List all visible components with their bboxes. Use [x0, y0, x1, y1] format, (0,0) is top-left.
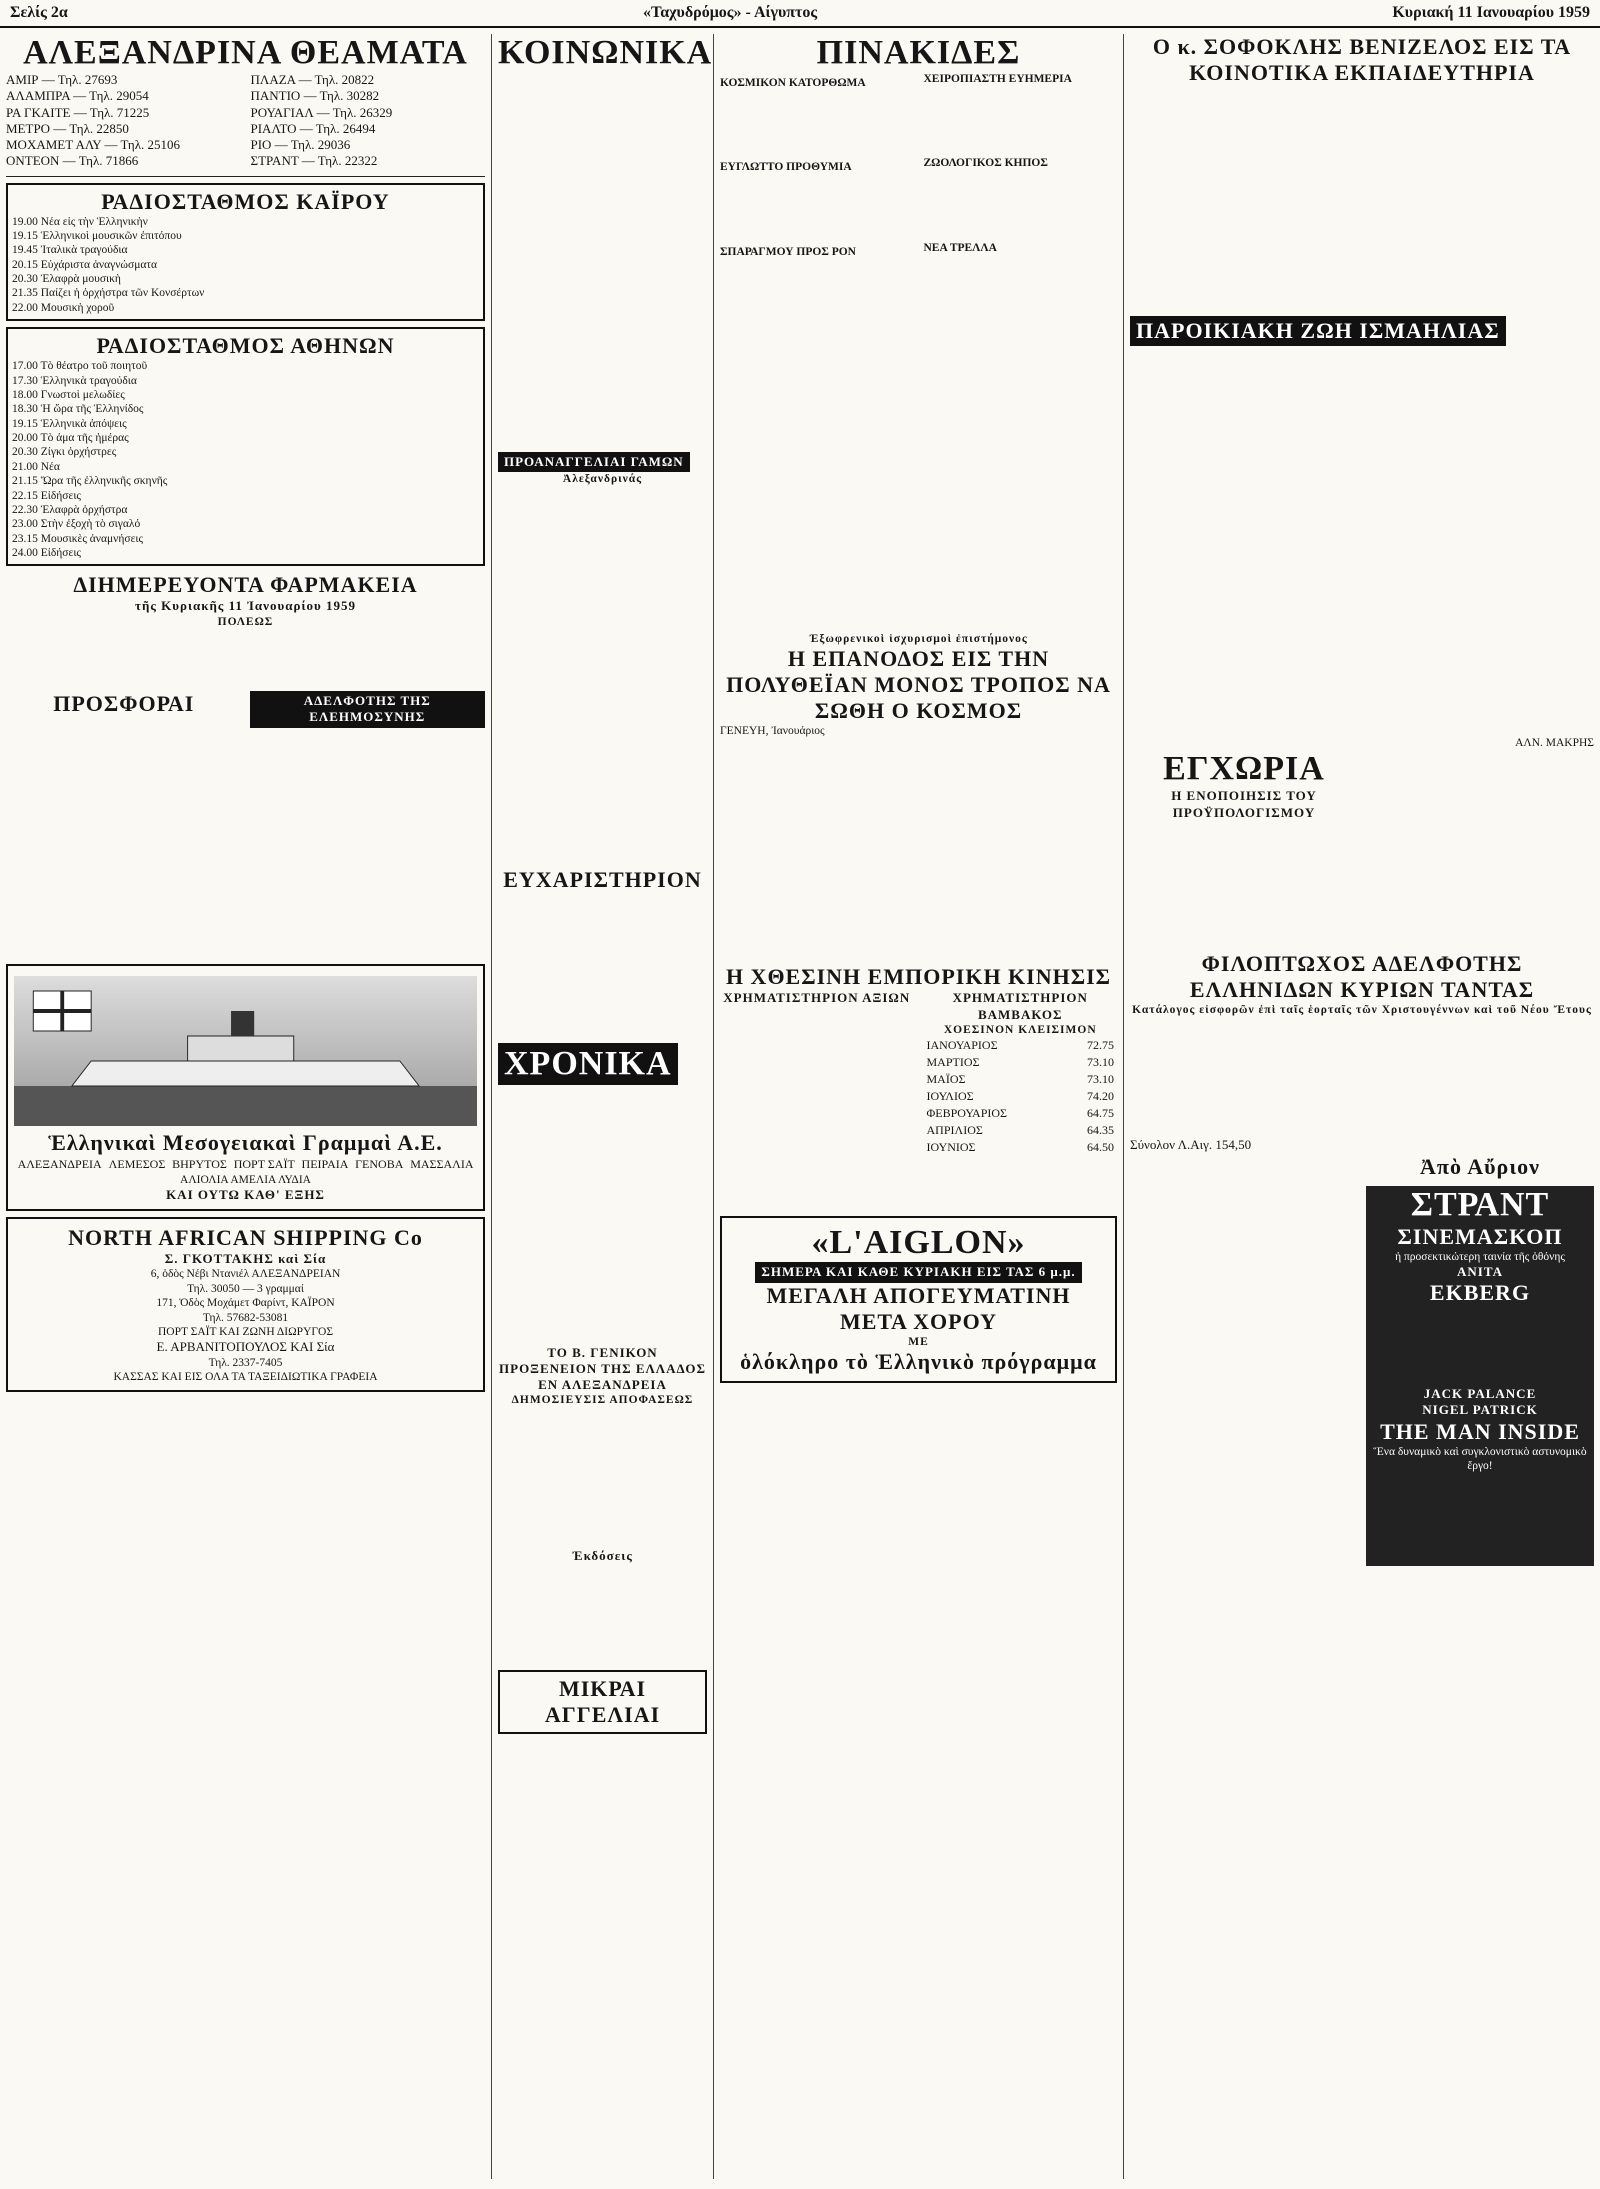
ship-name: ΑΛΙΟΛΙΑ [180, 1173, 231, 1186]
theatre-list [6, 72, 485, 170]
cotton-month: ΜΑΪΟΣ [926, 1072, 966, 1087]
aiglon-with: ΜΕ [908, 1335, 929, 1348]
note-heading: ΝΕΑ ΤΡΕΛΛΑ [923, 241, 997, 254]
offers-heading: ΠΡΟΣΦΟΡΑΙ [53, 691, 195, 716]
port-name: ΜΑΣΣΑΛΙΑ [410, 1156, 474, 1171]
radio-program-item: 20.15 Εὐχάριστα ἀναγνώσματα [12, 258, 158, 271]
tomorrow-label: Ἀπὸ Αὔριον [1420, 1153, 1540, 1179]
ship-name: ΛΥΔΙΑ [277, 1173, 311, 1186]
cotton-price: 64.35 [1087, 1123, 1114, 1138]
port-name: ΒΗΡΥΤΟΣ [172, 1156, 227, 1171]
cotton-month: ΦΕΒΡΟΥΑΡΙΟΣ [926, 1106, 1008, 1121]
cotton-row [924, 1071, 1118, 1088]
radio-cairo-box [6, 183, 485, 322]
theatre-entry: ΡΙΟ — Τηλ. 29036 [250, 137, 351, 152]
cotton-month: ΑΠΡΙΛΙΟΣ [926, 1123, 983, 1138]
aiglon-dance: ΜΕΤΑ ΧΟΡΟΥ [839, 1308, 998, 1334]
chronika-heading: ΧΡΟΝΙΚΑ [498, 1043, 678, 1085]
ticket-offices: ΚΑΣΣΑΣ ΚΑΙ ΕΙΣ ΟΛΑ ΤΑ ΤΑΞΕΙΔΙΩΤΙΚΑ ΓΡΑΦΕΙΑ [113, 1370, 378, 1383]
actor-one: JACK PALANCE [1423, 1386, 1537, 1402]
shipping-schedule [14, 1156, 477, 1173]
agent-address: 6, ὁδὸς Νέβι Ντανιέλ ΑΛΕΞΑΝΔΡΕΙΑΝ [150, 1268, 341, 1281]
total-label: Σύνολον [1130, 1137, 1176, 1153]
engagements-heading: ΠΡΟΑΝΑΓΓΕΛΙΑΙ ΓΑΜΩΝ [498, 452, 690, 472]
cotton-month: ΙΟΥΛΙΟΣ [926, 1089, 974, 1104]
port-name: ΠΟΡΤ ΣΑΪΤ [233, 1156, 295, 1171]
consulate-sub: ΔΗΜΟΣΙΕΥΣΙΣ ΑΠΟΦΑΣΕΩΣ [511, 1394, 694, 1407]
port-said-phone: Τηλ. 2337-7405 [208, 1356, 283, 1369]
total-value: Λ.Αιγ. 154,50 [1177, 1137, 1252, 1153]
main-kicker: Ἐξωφρενικοὶ ἰσχυρισμοὶ ἐπιστήμονος [809, 633, 1028, 645]
radio-program-item: 19.15 Ἑλληνικὰ ἀπόψεις [12, 417, 127, 430]
radio-athens-list [12, 359, 479, 560]
venizelos-headline: Ο κ. ΣΟΦΟΚΛΗΣ ΒΕΝΙΖΕΛΟΣ ΕΙΣ ΤΑ ΚΟΙΝΟΤΙΚΑ ΕΚΠΑΙΔΕΥΤΗΡΙΑ [1152, 34, 1572, 85]
notes-list [720, 72, 1117, 632]
radio-program-item: 24.00 Εἰδήσεις [12, 547, 81, 559]
note-heading: ΧΕΙΡΟΠΙΑΣΤΗ ΕΥΗΜΕΡΙΑ [923, 73, 1072, 85]
cotton-row [924, 1037, 1118, 1054]
agent-kottakis: Σ. ΓΚΟΤΤΑΚΗΣ καὶ Σία [164, 1251, 327, 1267]
theatre-entry: ΣΤΡΑΝΤ — Τηλ. 22322 [250, 153, 378, 169]
radio-program-item: 18.00 Γνωστοὶ μελωδίες [12, 388, 125, 401]
column-community [1124, 34, 1600, 2179]
cairo-phone: Τηλ. 57682-53081 [202, 1311, 289, 1324]
cotton-row [924, 1105, 1118, 1122]
radio-program-item: 19.15 Ἑλληνικοὶ μουσικῶν ἐπιτόπου [12, 229, 182, 242]
radio-program-item: 20.30 Ἐλαφρὰ μουσικὴ [12, 273, 121, 285]
radio-program-item: 20.00 Τὸ ἀμα τῆς ἡμέρας [12, 432, 129, 444]
ship-list [14, 1173, 477, 1187]
philanthropic-sub: Κατάλογος εἰσφορῶν ἐπὶ ταῖς ἑορταῖς τῶν Χριστουγέννων καὶ τοῦ Νέου Ἔτους [1132, 1003, 1592, 1016]
film-poster [1366, 1186, 1594, 1566]
radio-program-item: 22.00 Μουσικὴ χοροῦ [12, 301, 115, 314]
egchoria-heading: ΕΓΧΩΡΙΑ [1163, 750, 1325, 788]
engagements-sub: Ἀλεξανδρινάς [562, 473, 643, 486]
charity-heading: ΑΔΕΛΦΟΤΗΣ ΤΗΣ ΕΛΕΗΜΟΣΥΝΗΣ [250, 691, 486, 728]
cotton-row [924, 1122, 1118, 1139]
cotton-table [924, 1037, 1118, 1156]
ship-illustration [14, 976, 477, 1126]
theatre-entry: ΡΙΑΛΤΟ — Τηλ. 26494 [250, 120, 376, 136]
cinemascope-tagline: ἡ προσεκτικώτερη ταινία τῆς ὀθόνης [1395, 1250, 1565, 1263]
newspaper-name: «Ταχυδρόμος» - Αίγυπτος [642, 4, 818, 21]
theatre-entry: ΡΑ ΓΚΑΙΤΕ — Τηλ. 71225 [6, 104, 150, 120]
note-heading: ΕΥΓΛΩΤΤΟ ΠΡΟΘΥΜΙΑ [720, 161, 852, 174]
radio-program-item: 22.30 Ἐλαφρὰ ὀρχήστρα [12, 503, 128, 516]
column-entertainment [0, 34, 492, 2179]
cotton-month: ΙΑΝΟΥΑΡΙΟΣ [926, 1038, 998, 1053]
radio-program-item: 23.00 Στὴν ἐξοχὴ τὸ σιγαλό [12, 518, 141, 531]
actress-last: EKBERG [1429, 1280, 1531, 1306]
philanthropic-heading: ΦΙΛΟΠΤΩΧΟΣ ΑΔΕΛΦΟΤΗΣ ΕΛΛΗΝΙΔΩΝ ΚΥΡΙΩΝ ΤΑΝΤΑΣ [1189, 950, 1535, 1002]
aiglon-matinee: ΜΕΓΑΛΗ ΑΠΟΓΕΥΜΑΤΙΝΗ [766, 1282, 1071, 1308]
radio-program-item: 17.00 Τὸ θέατρο τοῦ ποιητοῦ [12, 360, 148, 373]
pharmacy-heading: ΔΙΗΜΕΡΕΥΟΝΤΑ ΦΑΡΜΑΚΕΙΑ [73, 572, 418, 598]
theatre-entry: ΜΟΧΑΜΕΤ ΑΛΥ — Τηλ. 25106 [6, 137, 181, 152]
pharmacy-subtitle: τῆς Κυριακῆς 11 Ἰανουαρίου 1959 [135, 598, 356, 614]
radio-cairo-heading: ΡΑΔΙΟΣΤΑΘΜΟΣ ΚΑΪΡΟΥ [101, 188, 390, 214]
radio-program-item: 21.15 Ὥρα τῆς ἐλληνικῆς σκηνῆς [12, 475, 168, 488]
agent-arvanitopoulos: Ε. ΑΡΒΑΝΙΤΟΠΟΥΛΟΣ ΚΑΙ Σία [156, 1339, 335, 1355]
cairo-address: 171, Ὁδὸς Μοχάμετ Φαρίντ, ΚΑΪΡΟΝ [156, 1297, 335, 1310]
note-heading: ΚΟΣΜΙΚΟΝ ΚΑΤΟΡΘΩΜΑ [720, 77, 866, 89]
notes-heading: ΠΙΝΑΚΙΔΕΣ [816, 34, 1021, 71]
actress-first: ANITA [1457, 1263, 1503, 1279]
theatre-entry: ΑΜΙΡ — Τηλ. 27693 [6, 72, 118, 87]
society-heading: ΚΟΙΝΩΝΙΚΑ [498, 34, 713, 71]
port-name: ΓΕΝΟΒΑ [355, 1156, 404, 1171]
agent-phone: Τηλ. 30050 — 3 γραμμαί [187, 1282, 304, 1295]
cotton-row [924, 1139, 1118, 1156]
radio-cairo-list [12, 215, 479, 316]
radio-program-item: 19.45 Ἰταλικὰ τραγούδια [12, 244, 128, 257]
cinemascope-label: ΣΙΝΕΜΑΣΚΟΠ [1397, 1223, 1563, 1249]
ismailia-headline: ΠΑΡΟΙΚΙΑΚΗ ΖΩΗ ΙΣΜΑΗΛΙΑΣ [1130, 316, 1506, 346]
port-name: ΛΕΜΕΣΟΣ [108, 1156, 166, 1171]
ship-name: ΑΜΕΛΙΑ [230, 1173, 278, 1186]
cotton-row [924, 1088, 1118, 1105]
thanks-heading: ΕΥΧΑΡΙΣΤΗΡΙΟΝ [503, 866, 702, 892]
column-society [492, 34, 714, 2179]
editions-heading: Ἐκδόσεις [572, 1547, 633, 1563]
cotton-month: ΜΑΡΤΙΟΣ [926, 1055, 980, 1070]
theatre-entry: ΡΟΥΑΓΙΑΛ — Τηλ. 26329 [250, 104, 393, 120]
cotton-price: 64.75 [1087, 1106, 1114, 1121]
radio-program-item: 17.30 Ἑλληνικὰ τραγούδια [12, 374, 137, 387]
aiglon-schedule: ΣΗΜΕΡΑ ΚΑΙ ΚΑΘΕ ΚΥΡΙΑΚΗ ΕΙΣ ΤΑΣ 6 μ.μ. [755, 1262, 1081, 1282]
cotton-price: 74.20 [1087, 1089, 1114, 1104]
author-signature: ΑΛΝ. ΜΑΚΡΗΣ [1515, 737, 1594, 749]
cotton-price: 64.50 [1087, 1140, 1114, 1155]
cotton-sub: ΧΟΕΣΙΝΟΝ ΚΛΕΙΣΙΜΟΝ [943, 1023, 1097, 1036]
cotton-price: 73.10 [1087, 1072, 1114, 1087]
column-notes [714, 34, 1124, 2179]
theatres-heading: ΑΛΕΞΑΝΔΡΙΝΑ ΘΕΑΜΑΤΑ [23, 34, 468, 71]
radio-program-item: 23.15 Μουσικὲς ἀναμνήσεις [12, 532, 144, 545]
cinema-name: ΣΤΡΑΝΤ [1410, 1185, 1550, 1223]
theatre-entry: ΟΝΤΕΟΝ — Τηλ. 71866 [6, 153, 139, 169]
cotton-price: 73.10 [1087, 1055, 1114, 1070]
shipping-note: ΚΑΙ ΟΥΤΩ ΚΑΘ' ΕΞΗΣ [166, 1186, 325, 1202]
film-title: THE MAN INSIDE [1380, 1418, 1580, 1444]
cotton-row [924, 1054, 1118, 1071]
page-number: Σελίς 2α [10, 4, 68, 21]
aiglon-program: ὁλόκληρο τὸ Ἑλληνικὸ πρόγραμμα [740, 1348, 1097, 1374]
poster-tagline: Ἕνα δυναμικὸ καὶ συγκλονιστικὸ αστυνομικὸ ἔργο! [1373, 1445, 1587, 1472]
main-headline: Η ΕΠΑΝΟΔΟΣ ΕΙΣ ΤΗΝ ΠΟΛΥΘΕΪΑΝ ΜΟΝΟΣ ΤΡΟΠΟΣ ΝΑ ΣΩΘΗ Ο ΚΟΣΜΟΣ [726, 646, 1111, 724]
cotton-heading: ΧΡΗΜΑΤΙΣΤΗΡΙΟΝ ΒΑΜΒΑΚΟΣ [952, 990, 1088, 1022]
radio-athens-heading: ΡΑΔΙΟΣΤΑΘΜΟΣ ΑΘΗΝΩΝ [96, 333, 395, 359]
trade-heading: Η ΧΘΕΣΙΝΗ ΕΜΠΟΡΙΚΗ ΚΙΝΗΣΙΣ [725, 964, 1112, 990]
radio-program-item: 22.15 Εἰδήσεις [12, 489, 81, 502]
port-name: ΑΛΕΞΑΝΔΡΕΙΑ [17, 1156, 102, 1171]
radio-program-item: 21.35 Παίζει ἡ ὀρχήστρα τῶν Κονσέρτων [12, 287, 205, 300]
masthead [0, 0, 1600, 28]
budget-headline: Η ΕΝΟΠΟΙΗΣΙΣ ΤΟΥ ΠΡΟΫΠΟΛΟΓΙΣΜΟΥ [1171, 788, 1317, 820]
issue-date: Κυριακή 11 Ιανουαρίου 1959 [1392, 4, 1590, 21]
consulate-heading: ΤΟ Β. ΓΕΝΙΚΟΝ ΠΡΟΞΕΝΕΙΟΝ ΤΗΣ ΕΛΛΑΔΟΣ ΕΝ ΑΛΕΞΑΝΔΡΕΙΑ [499, 1344, 706, 1393]
note-heading: ΖΩΟΛΟΓΙΚΟΣ ΚΗΠΟΣ [923, 157, 1048, 170]
radio-program-item: 21.00 Νέα [12, 460, 60, 473]
theatre-entry: ΠΑΝΤΙΟ — Τηλ. 30282 [250, 88, 380, 104]
north-african-shipping: NORTH AFRICAN SHIPPING Co [68, 1225, 423, 1251]
agents-ad [6, 1217, 485, 1392]
radio-program-item: 18.30 Ἡ ὥρα τῆς Ἑλληνίδος [12, 403, 144, 416]
port-name: ΠΕΙΡΑΙΑ [301, 1156, 349, 1171]
radio-program-item: 20.30 Ζίγκι ὀρχήστρες [12, 446, 117, 459]
donations-total [1130, 1137, 1594, 1153]
pharmacy-city: ΠΟΛΕΩΣ [217, 615, 274, 628]
main-dateline: ΓΕΝΕΥΗ, Ἰανουάριος [720, 725, 825, 738]
theatre-entry: ΑΛΑΜΠΡΑ — Τηλ. 29054 [6, 88, 149, 104]
classifieds-heading: ΜΙΚΡΑΙ ΑΓΓΕΛΙΑΙ [498, 1670, 707, 1734]
cotton-price: 72.75 [1087, 1038, 1114, 1053]
radio-program-item: 19.00 Νέα εἰς τὴν Ἑλληνικὴν [12, 215, 148, 228]
aiglon-name: «L'AIGLON» [811, 1224, 1026, 1262]
stock-exchange-heading: ΧΡΗΜΑΤΙΣΤΗΡΙΟΝ ΑΞΙΩΝ [723, 990, 911, 1006]
port-said-line: ΠΟΡΤ ΣΑΪΤ ΚΑΙ ΖΩΝΗ ΔΙΩΡΥΓΟΣ [157, 1325, 334, 1338]
note-heading: ΣΠΑΡΑΓΜΟΥ ΠΡΟΣ ΡΟΝ [720, 245, 856, 258]
radio-athens-box [6, 327, 485, 566]
theatre-entry: ΜΕΤΡΟ — Τηλ. 22850 [6, 120, 129, 136]
cotton-month: ΙΟΥΝΙΟΣ [926, 1140, 976, 1155]
shipping-company: Ἑλληνικαὶ Μεσογειακαὶ Γραμμαὶ Α.Ε. [48, 1129, 443, 1155]
shipping-ad [6, 964, 485, 1212]
aiglon-ad [720, 1216, 1117, 1383]
actor-two: NIGEL PATRICK [1422, 1402, 1538, 1418]
theatre-entry: ΠΛΑΖΑ — Τηλ. 20822 [250, 72, 375, 87]
